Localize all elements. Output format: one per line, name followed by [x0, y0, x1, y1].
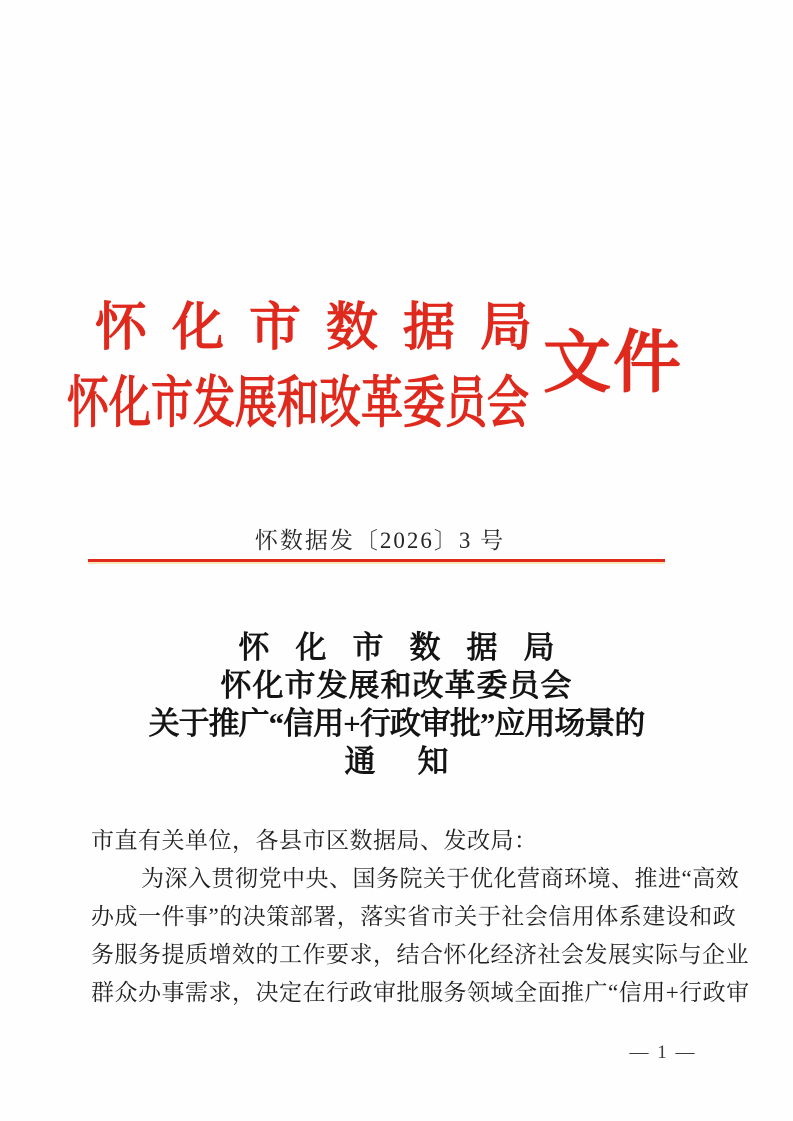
document-title: [0, 629, 793, 781]
title-line-agency-2: 怀化市发展和改革委员会: [220, 668, 573, 703]
page-number: — 1 —: [629, 1042, 697, 1063]
title-line-agency-1: 怀化市数据局: [238, 630, 581, 665]
paragraph-line: 务服务提质增效的工作要求，结合怀化经济社会发展实际与企业: [91, 942, 749, 967]
paragraph-line: 办成一件事”的决策部署，落实省市关于社会信用体系建设和政: [91, 904, 737, 929]
document-reference-number: 怀数据发〔2026〕3 号: [254, 528, 506, 553]
letterhead-document-word: 文件: [543, 325, 684, 401]
paragraph-line: 群众办事需求，决定在行政审批服务领域全面推广“信用+行政审: [91, 980, 750, 1005]
document-body: [91, 822, 750, 1012]
salutation-line: 市直有关单位，各县市区数据局、发改局：: [91, 828, 538, 853]
letterhead-agency-secondary: 怀化市发展和改革委员会: [67, 373, 529, 435]
red-divider-line: [88, 559, 665, 562]
title-line-subject: 关于推广“信用+行政审批”应用场景的: [148, 706, 645, 741]
title-line-notice: 通知: [344, 744, 491, 779]
letterhead-agency-primary: 怀化市数据局: [95, 300, 558, 357]
paragraph-line: 为深入贯彻党中央、国务院关于优化营商环境、推进“高效: [141, 866, 740, 891]
